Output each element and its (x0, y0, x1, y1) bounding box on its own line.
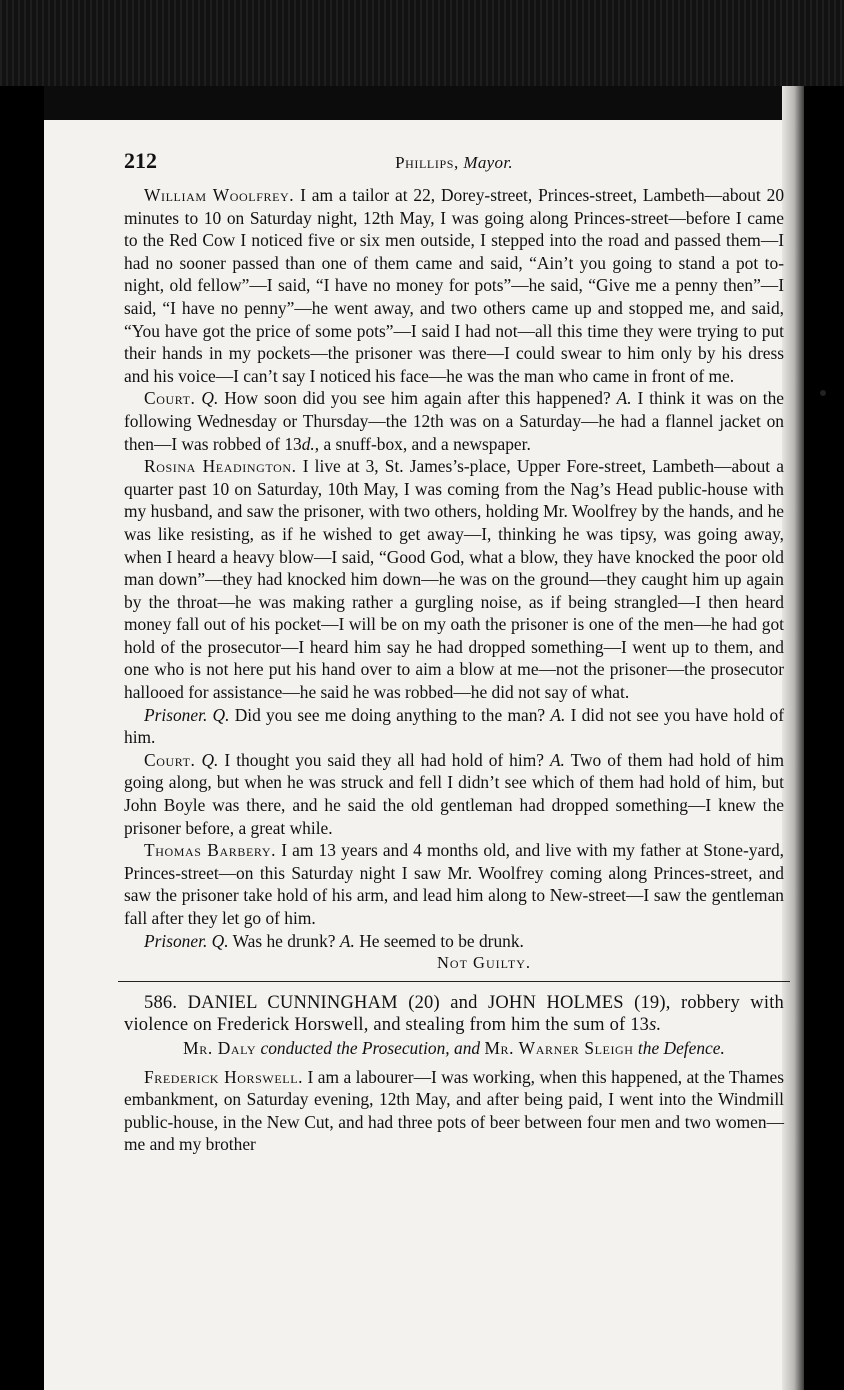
answer-text: I think it was on the following Wednesday or Thursday—the 12th was on a Saturday—he had a flannel jacket on then—I was robbed of 13 (124, 388, 784, 454)
page-number: 212 (124, 148, 157, 173)
speaker-name: Court. (144, 749, 196, 770)
counsel-text: conducted the Prosecution, and (256, 1037, 485, 1058)
question-text: Did you see me doing anything to the man? (229, 704, 551, 725)
case-heading-text: 586. DANIEL CUNNINGHAM (20) and JOHN HOLMES (19), robbery with violence on Frederick Horswell, and stealing from him the sum of 13 (124, 992, 784, 1036)
running-head-name: Phillips, (395, 153, 459, 172)
counsel-text-end: the Defence. (633, 1037, 725, 1058)
speaker-name: Frederick Horswell. (144, 1066, 304, 1087)
testimony-text: I am 13 years and 4 months old, and live with my father at Stone-yard, Princes-street—on this Saturday night I saw Mr. Woolfrey coming along Princes-street, and saw the prisoner take hold of his arm, and lead him along to New-street—I saw the gentleman fall after they let go of him. (124, 840, 785, 928)
speaker-name: Rosina Headington. (144, 456, 297, 477)
prosecution-counsel: Mr. Daly (183, 1037, 257, 1058)
defence-counsel: Mr. Warner Sleigh (484, 1037, 634, 1058)
speaker-name: William Woolfrey. (144, 185, 295, 205)
testimony-woolfrey (124, 184, 784, 387)
answer-marker: A. (550, 704, 566, 725)
question-marker: Q. (212, 704, 230, 725)
page-content (124, 150, 784, 1156)
counsel-line (124, 1037, 784, 1060)
testimony-horswell (124, 1066, 784, 1156)
running-head-title: Mayor. (463, 153, 513, 172)
testimony-court-1 (124, 387, 784, 455)
speaker-name: Court. (144, 388, 196, 409)
answer-text: He seemed to be drunk. (354, 930, 524, 951)
case-divider (118, 981, 790, 982)
testimony-text: I live at 3, St. James’s-place, Upper Fore-street, Lambeth—about a quarter past 10 on Saturday, 10th May, I was coming from the Nag’s Head public-house with my husband, and saw the prisoner, with two others, holding Mr. Woolfrey by the hands, and he was like resisting, as if he wished to get away—I, thinking he was tipsy, was going away, when I heard a heavy blow—I said, “Good God, what a blow, they have knocked the poor old man down”—they had knocked him down—he was on the ground—they caught him up again by the throat—he was making rather a gurgling noise, as if being strangled—I then heard money fall out of his pocket—I will be on my oath the prisoner is one of the men—he had got hold of the prosecutor—I heard him say he had dropped something—I went up to them, and one who is not here put his hand over to aim a blow at me—not the prisoner—the prosecutor hallooed for assistance—he said he was robbed—he did not say of what. (124, 456, 784, 703)
testimony-text: I am a labourer—I was working, when this happened, at the Thames embankment, on Saturday evening, 12th May, and after being paid, I went into the Windmill public-house, in the New Cut, and had three pots of beer between four men and two women—me and my brother (124, 1066, 784, 1155)
speaker-name: Thomas Barbery. (144, 840, 277, 861)
testimony-court-2 (124, 749, 784, 839)
page-header (124, 150, 784, 184)
question-text: How soon did you see him again after this happened? (218, 388, 617, 409)
answer-marker: A. (616, 388, 632, 409)
margin-speck (820, 390, 826, 396)
question-marker: Q. (211, 930, 229, 951)
answer-marker: A. (339, 930, 355, 951)
question-marker: Q. (201, 749, 219, 770)
running-head (124, 148, 784, 175)
question-text: I thought you said they all had hold of him? (218, 749, 550, 770)
testimony-prisoner-2 (124, 930, 784, 953)
shilling-unit: s. (649, 1015, 662, 1036)
book-spine-shadow (782, 86, 804, 1390)
answer-text-end: , a snuff-box, and a newspaper. (314, 433, 531, 454)
question-marker: Q. (201, 388, 219, 409)
verdict: Not Guilty. (437, 953, 531, 973)
speaker-name: Prisoner. (144, 704, 208, 725)
testimony-prisoner-1 (124, 704, 784, 749)
page-top-border (44, 86, 804, 120)
speaker-name: Prisoner. (144, 930, 208, 951)
question-text: Was he drunk? (228, 930, 340, 951)
scan-texture (0, 0, 844, 86)
scan-top-margin (0, 0, 844, 86)
answer-marker: A. (549, 749, 565, 770)
testimony-text: I am a tailor at 22, Dorey-street, Princes-street, Lambeth—about 20 minutes to 10 on Saturday night, 12th May, I was going along Princes-street—before I came to the Red Cow I noticed five or six men outside, I stepped into the road and passed them—I had no sooner passed than one of them came and said, “Ain’t you going to stand a pot to-night, old fellow”—I said, “I have no money for pots”—he said, “Give me a penny then”—I said, “I have no penny”—he went away, and two others came up and stopped me, and said, “You have got the price of some pots”—I said I had not—all this time they were trying to put their hands in my pockets—the prisoner was there—I could swear to him only by his dress and his voice—I can’t say I noticed his face—he was the man who came in front of me. (124, 185, 785, 386)
testimony-headington (124, 455, 784, 704)
testimony-barbery (124, 839, 784, 929)
case-heading (124, 992, 784, 1037)
answer-text: Two of them had hold of him going along, but when he was struck and fell I didn’t see which of them had hold of him, but John Boyle was there, and he said the old gentleman had dropped something—I knew the prisoner before, a great while. (124, 749, 785, 838)
answer-text: I did not see you have hold of him. (124, 704, 784, 748)
pence-unit: d. (301, 433, 315, 454)
book-page (44, 86, 804, 1390)
